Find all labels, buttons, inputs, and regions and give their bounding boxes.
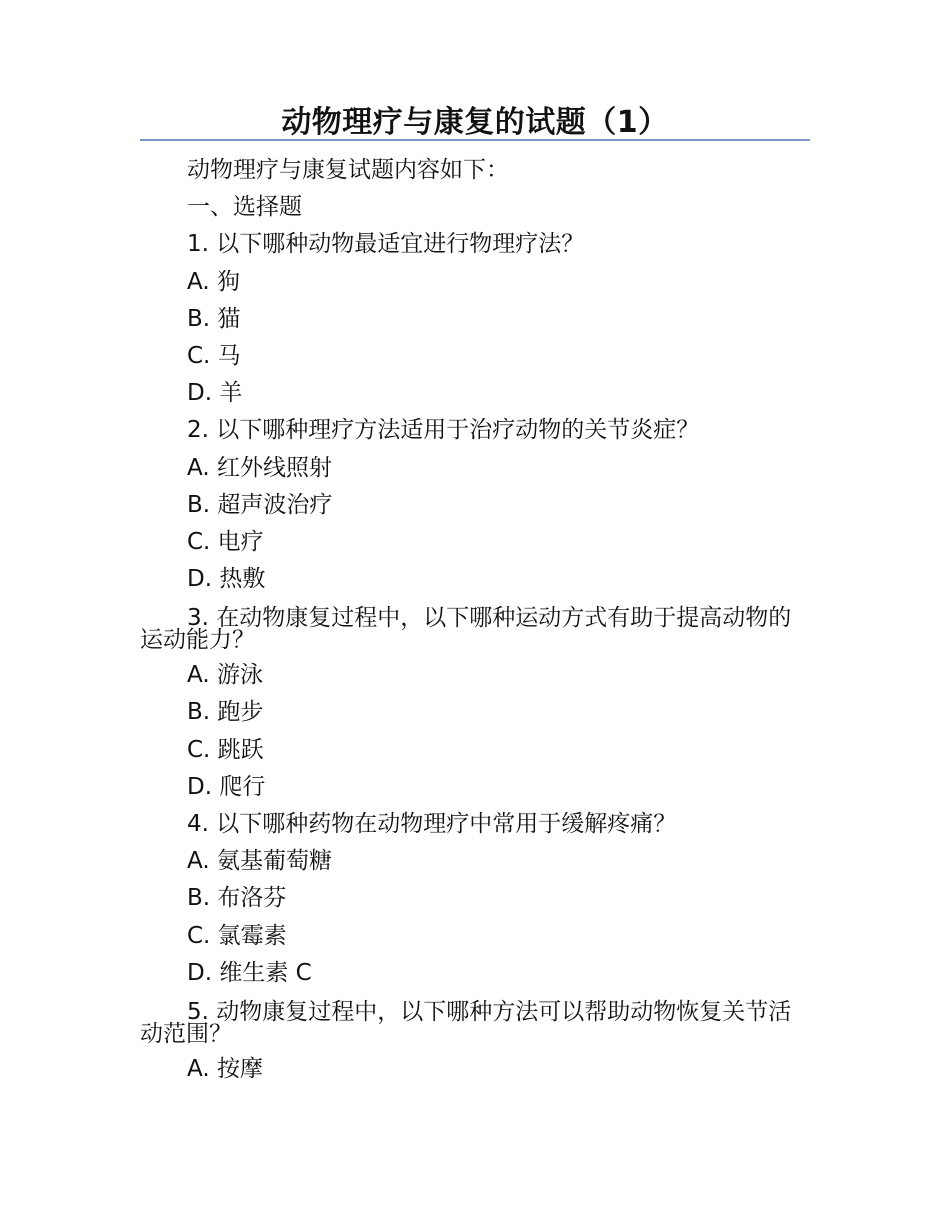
question-1-option-b: B. 猫 <box>187 305 241 332</box>
question-3-option-c: C. 跳跃 <box>187 736 264 763</box>
question-4-option-d: D. 维生素 C <box>187 959 312 986</box>
question-3-option-d: D. 爬行 <box>187 773 266 800</box>
section-heading: 一、选择题 <box>187 194 302 221</box>
question-1-option-c: C. 马 <box>187 342 241 369</box>
question-2-option-b: B. 超声波治疗 <box>187 491 333 518</box>
document-body <box>140 152 810 1088</box>
question-2: 2. 以下哪种理疗方法适用于治疗动物的关节炎症？ <box>187 417 700 444</box>
question-1: 1. 以下哪种动物最适宜进行物理疗法？ <box>187 231 585 258</box>
question-1-option-d: D. 羊 <box>187 380 243 407</box>
question-4-option-c: C. 氯霉素 <box>187 922 287 949</box>
question-2-option-c: C. 电疗 <box>187 528 264 555</box>
question-2-option-d: D. 热敷 <box>187 566 266 593</box>
question-1-option-a: A. 狗 <box>187 268 240 295</box>
question-3: 3. 在动物康复过程中，以下哪种运动方式有助于提高动物的运动能力？ <box>140 605 792 654</box>
question-2-option-a: A. 红外线照射 <box>187 454 332 481</box>
document-title: 动物理疗与康复的试题（1） <box>281 105 669 140</box>
question-4-option-b: B. 布洛芬 <box>187 885 287 912</box>
question-4: 4. 以下哪种药物在动物理疗中常用于缓解疼痛？ <box>187 811 677 837</box>
question-3-option-b: B. 跑步 <box>187 699 264 726</box>
question-4-option-a: A. 氨基葡萄糖 <box>187 848 332 875</box>
question-3-option-a: A. 游泳 <box>187 662 263 689</box>
intro-line: 动物理疗与康复试题内容如下： <box>187 157 509 183</box>
title-underline <box>140 139 810 141</box>
question-5-option-a: A. 按摩 <box>187 1055 263 1082</box>
question-5: 5. 动物康复过程中，以下哪种方法可以帮助动物恢复关节活动范围？ <box>140 998 792 1047</box>
